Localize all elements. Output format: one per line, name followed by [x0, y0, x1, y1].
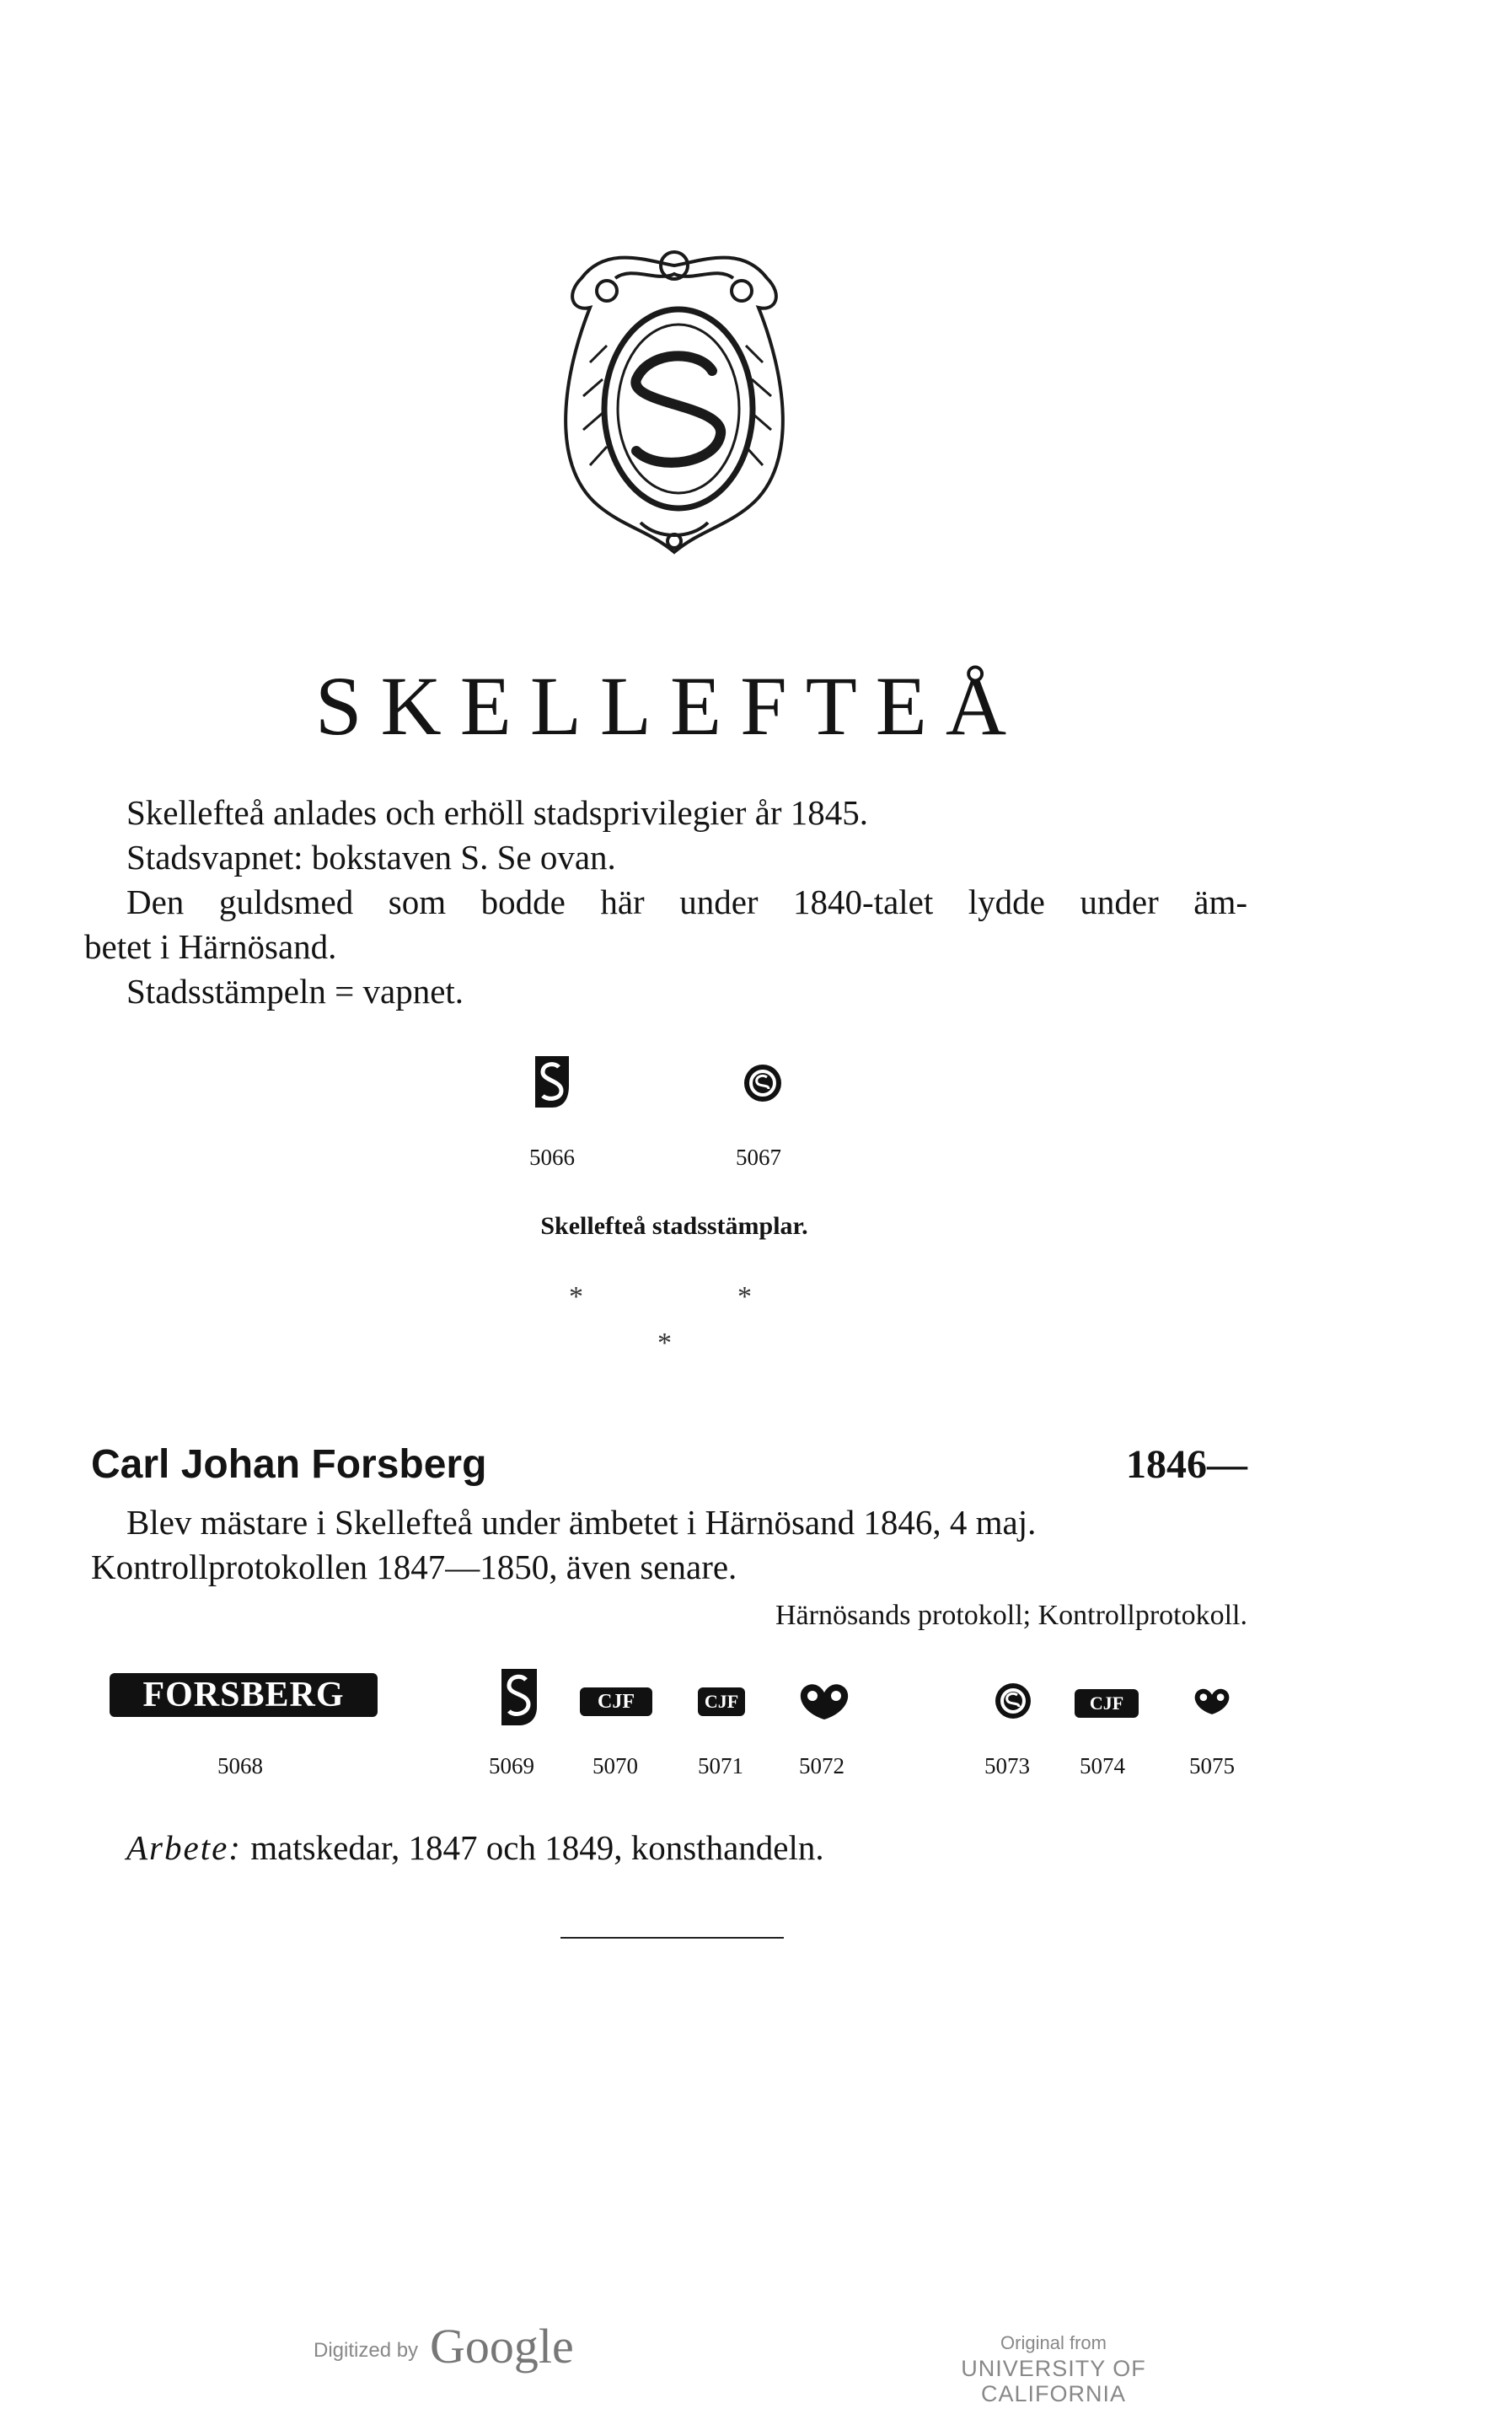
- entry-line-2: Kontrollprotokollen 1847—1850, även senare.: [91, 1548, 737, 1586]
- intro-line-4: Stadsstämpeln = vapnet.: [126, 972, 464, 1011]
- mark-number: 5074: [1080, 1753, 1125, 1778]
- mark-number: 5073: [984, 1753, 1030, 1778]
- intro-line-1: Skellefteå anlades och erhöll stadsprivilegier år 1845.: [126, 793, 869, 832]
- intro-line-3b: betet i Härnösand.: [84, 927, 337, 966]
- intro-line-2: Stadsvapnet: bokstaven S. Se ovan.: [126, 838, 616, 877]
- mark-5070-initials: CJF: [580, 1687, 652, 1716]
- work-label: Arbete:: [126, 1828, 242, 1867]
- mark-number: 5070: [592, 1753, 638, 1778]
- entry-source: Härnösands protokoll; Kontrollprotokoll.: [775, 1600, 1247, 1631]
- digitized-by-label: Digitized by: [314, 2339, 419, 2362]
- google-logo: Google: [430, 2319, 574, 2374]
- mark-number: 5069: [489, 1753, 534, 1778]
- mark-number: 5068: [217, 1753, 263, 1778]
- page-title: SKELLEFTEÅ: [314, 659, 1026, 753]
- city-stamps-caption: Skellefteå stadsstämplar.: [540, 1212, 808, 1240]
- stamp-number: 5066: [529, 1145, 575, 1170]
- mark-number: 5075: [1189, 1753, 1235, 1778]
- mark-5069-image: [497, 1665, 541, 1728]
- separator-star: *: [737, 1281, 752, 1312]
- mark-5074-initials: CJF: [1075, 1689, 1139, 1718]
- stamp-number: 5067: [736, 1145, 781, 1170]
- original-from-block: [910, 2331, 1197, 2406]
- entry-name: Carl Johan Forsberg: [91, 1442, 487, 1487]
- entry-years: 1846—: [1126, 1442, 1247, 1487]
- mark-5073-image: [993, 1681, 1033, 1721]
- work-text: matskedar, 1847 och 1849, konsthandeln.: [241, 1828, 824, 1867]
- mark-5072-image: [794, 1679, 855, 1723]
- intro-line-3a: Den guldsmed som bodde här under 1840-talet lydde under äm-: [126, 882, 1247, 921]
- mark-5071-initials: CJF: [698, 1687, 745, 1716]
- entry-line-1: Blev mästare i Skellefteå under ämbetet i Härnösand 1846, 4 maj.: [126, 1503, 1037, 1542]
- coat-of-arms-image: [531, 244, 818, 573]
- city-stamp-5066-image: [531, 1052, 573, 1111]
- separator-star: *: [569, 1281, 583, 1312]
- mark-5075-image: [1190, 1684, 1234, 1718]
- institution-label: UNIVERSITY OF CALIFORNIA: [961, 2356, 1146, 2406]
- city-stamp-5067-image: [742, 1062, 784, 1104]
- mark-number: 5071: [698, 1753, 743, 1778]
- separator-star: *: [657, 1328, 672, 1359]
- work-line: [126, 1827, 824, 1868]
- mark-forsberg: FORSBERG: [110, 1673, 378, 1717]
- mark-number: 5072: [799, 1753, 844, 1778]
- end-rule: [560, 1937, 784, 1939]
- original-from-label: Original from: [1000, 2332, 1107, 2353]
